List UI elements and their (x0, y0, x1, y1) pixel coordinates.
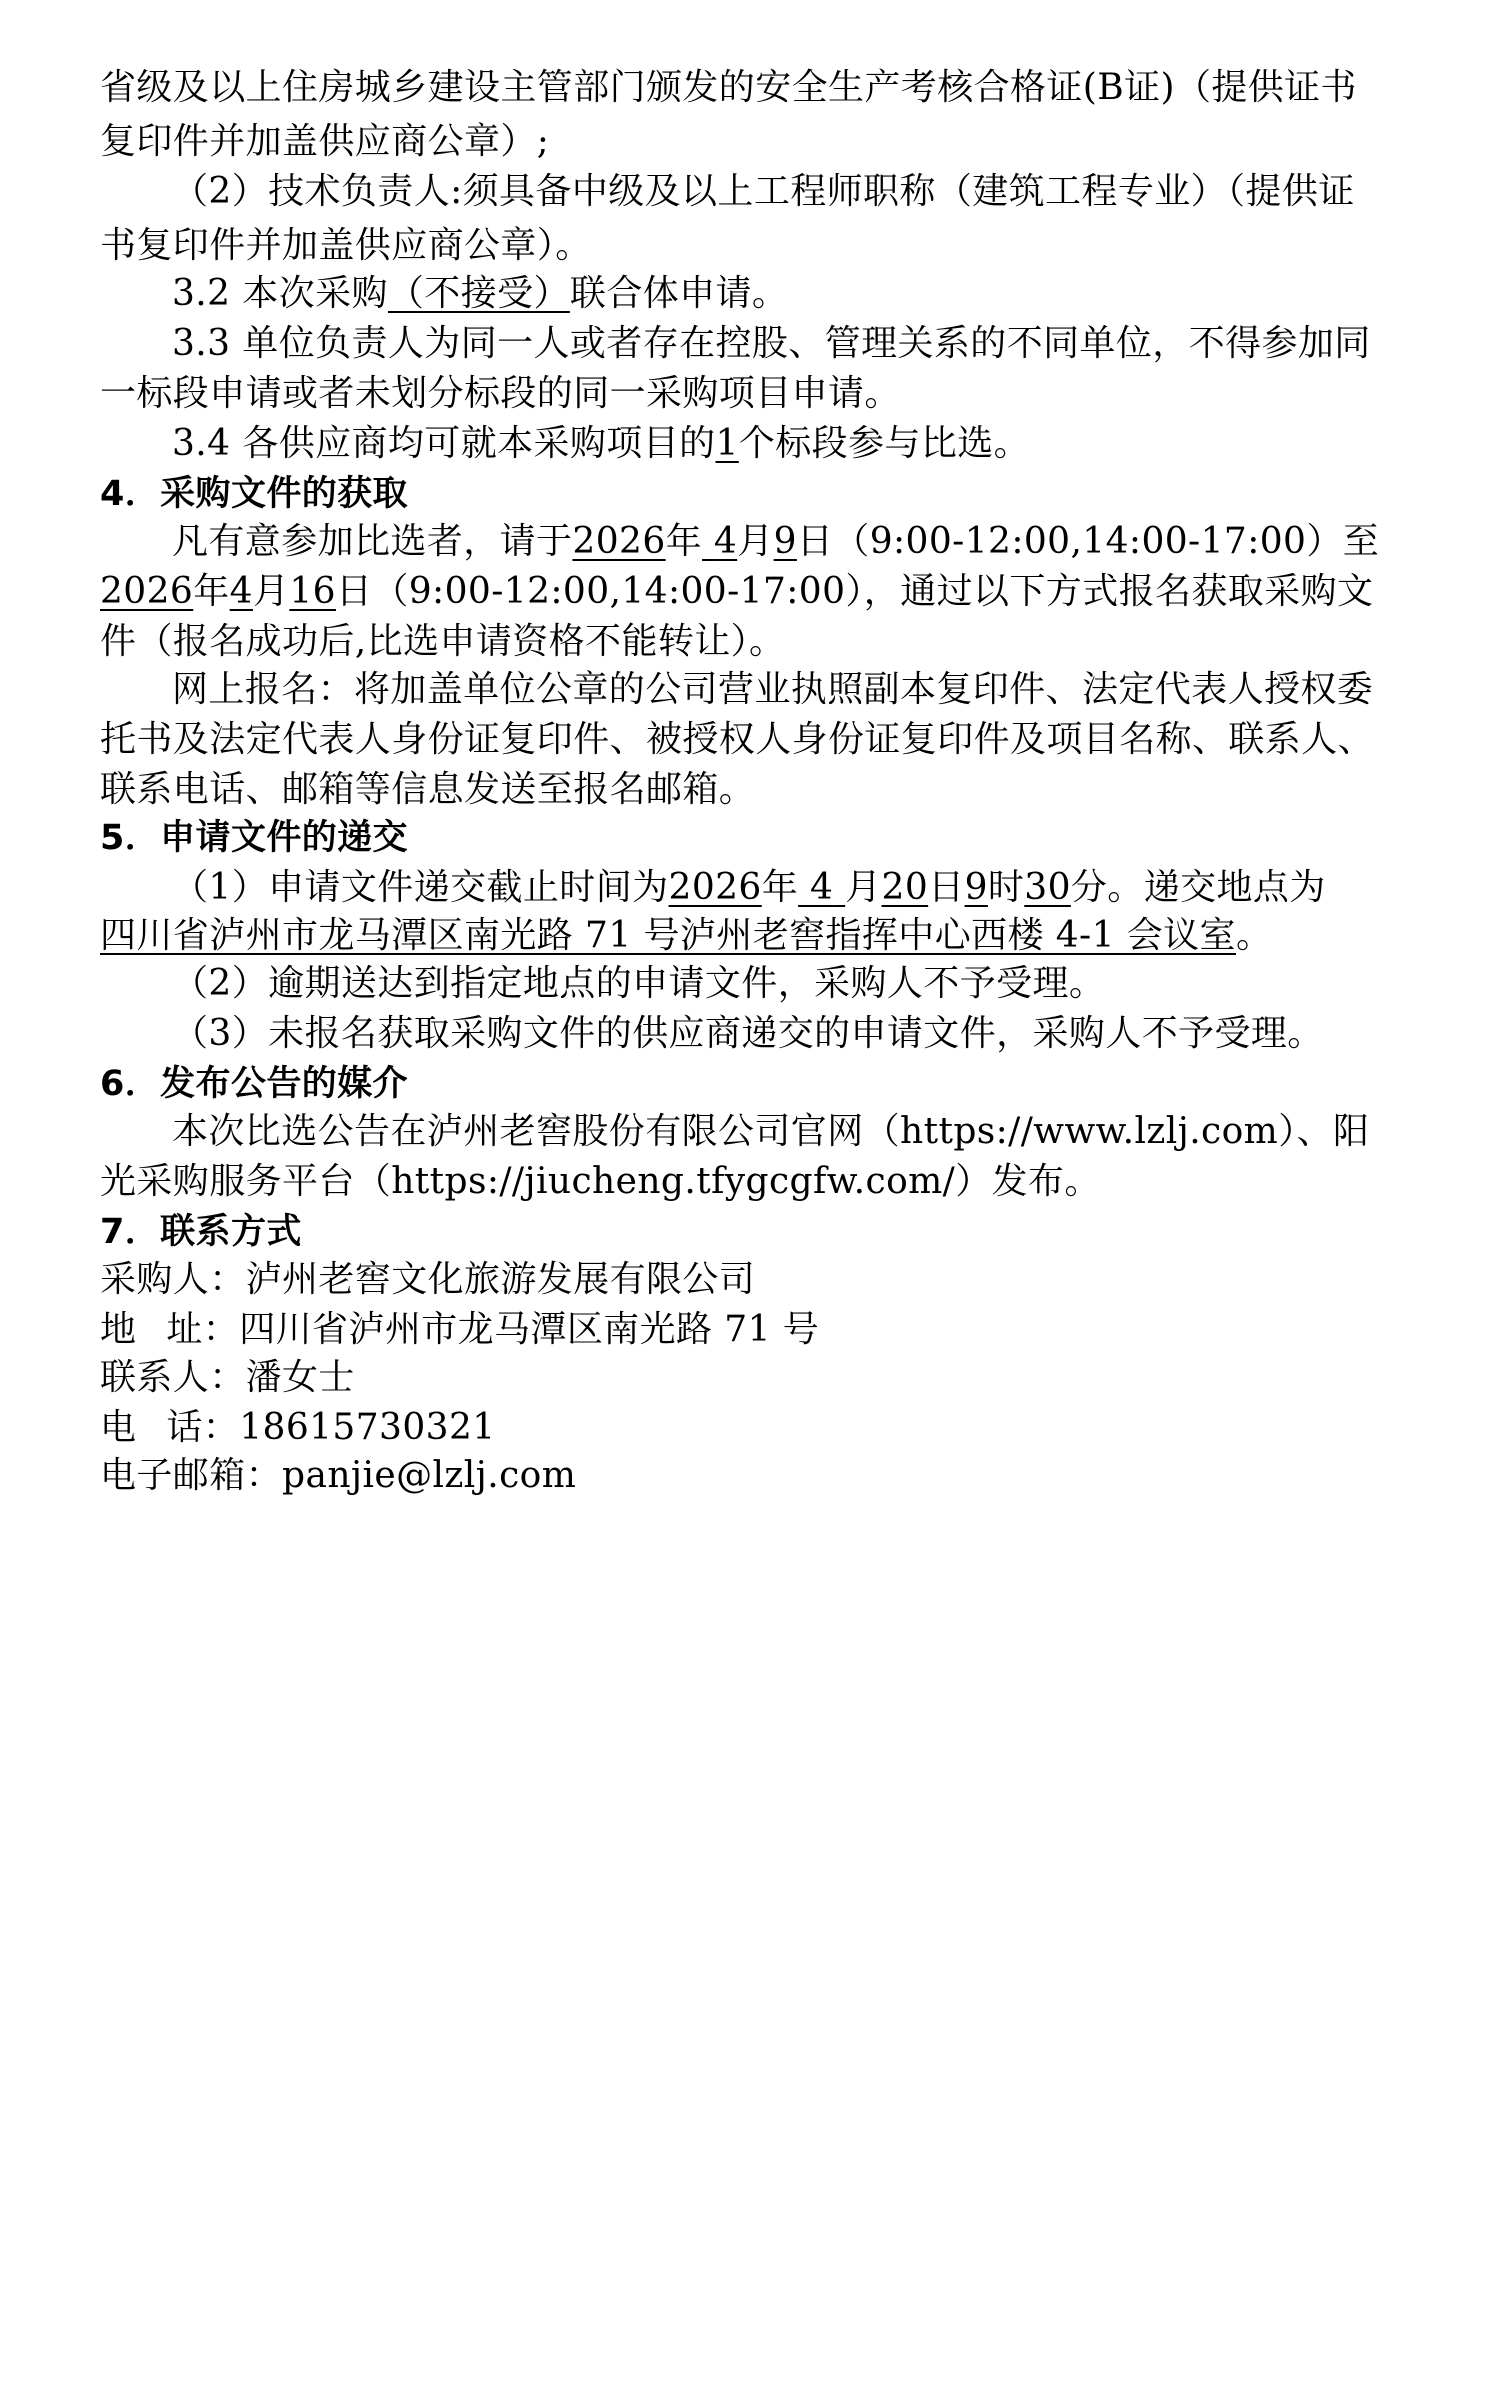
paragraph-line (172, 168, 1355, 216)
contact-label: 话： (166, 1407, 240, 1448)
contact-label: 采购人： (100, 1259, 246, 1300)
underlined-value (798, 867, 845, 908)
text: （2）逾期送达到指定地点的申请文件，采购人不予受理。 (172, 963, 1106, 1004)
paragraph-line (172, 270, 788, 318)
contact-value: 18615730321 (239, 1407, 496, 1448)
text: 托书及法定代表人身份证复印件、被授权人身份证复印件及项目名称、联系人、 (100, 719, 1375, 760)
text: （1）申请文件递交截止时间为 (172, 867, 669, 908)
contact-person (100, 1354, 355, 1402)
paragraph-line (172, 320, 1371, 368)
text: 月 (252, 571, 290, 612)
paragraph-line (172, 1108, 1369, 1156)
paragraph-line (100, 766, 755, 814)
text: 省级及以上住房城乡建设主管部门颁发的安全生产考核合格证(B证)（提供证书 (100, 67, 1357, 108)
underlined-value: 四川省泸州市龙马潭区南光路 71 号泸州老窖指挥中心西楼 4-1 会议室 (100, 915, 1236, 956)
contact-value: 四川省泸州市龙马潭区南光路 71 号 (239, 1309, 820, 1350)
underlined-value: （不接受） (387, 273, 570, 314)
text: 本次比选公告在泸州老窖股份有限公司官网（https://www.lzlj.com）、阳 (172, 1111, 1370, 1152)
text: 件（报名成功后,比选申请资格不能转让）。 (100, 621, 786, 662)
paragraph-line (100, 912, 1272, 960)
underlined-value: 2026 (572, 521, 666, 562)
text: 日（9:00-12:00,14:00-17:00），通过以下方式报名获取采购文 (335, 571, 1374, 612)
paragraph-line (172, 518, 1379, 566)
paragraph-line (172, 864, 1326, 912)
underlined-value: 4 (229, 571, 253, 612)
text: 网上报名：将加盖单位公章的公司营业执照副本复印件、法定代表人授权委 (172, 669, 1374, 710)
paragraph-line (100, 568, 1373, 616)
text: 一标段申请或者未划分标段的同一采购项目申请。 (100, 373, 901, 414)
heading-text: 7．联系方式 (100, 1212, 302, 1252)
underlined-value: 1 (715, 423, 739, 464)
contact-buyer (100, 1256, 755, 1304)
text: 日 (928, 867, 965, 908)
underlined-value (702, 521, 737, 562)
text: 日（9:00-12:00,14:00-17:00）至 (796, 521, 1380, 562)
text: 书复印件并加盖供应商公章）。 (100, 225, 592, 266)
text: 3.4 各供应商均可就本采购项目的 (172, 423, 716, 464)
contact-label: 地 (100, 1309, 137, 1350)
contact-email (100, 1452, 576, 1500)
heading-text: 5．申请文件的递交 (100, 818, 408, 858)
text: 月 (737, 521, 774, 562)
text: （2）技术负责人:须具备中级及以上工程师职称（建筑工程专业）（提供证 (172, 171, 1355, 212)
paragraph-line (100, 64, 1357, 112)
section-heading (100, 814, 408, 862)
section-heading (100, 1060, 408, 1108)
paragraph-line (172, 666, 1373, 714)
contact-address (100, 1306, 819, 1354)
underlined-value: 20 (881, 867, 929, 908)
text: 光采购服务平台（https://jiucheng.tfygcgfw.com/）发布。 (100, 1161, 1101, 1202)
text: 。 (1235, 915, 1273, 956)
contact-value: panjie@lzlj.com (282, 1455, 577, 1496)
paragraph-line (100, 716, 1374, 764)
text: 4 (713, 521, 738, 562)
text: 时 (987, 867, 1025, 908)
text: 联系电话、邮箱等信息发送至报名邮箱。 (100, 769, 756, 810)
text: 复印件并加盖供应商公章）; (100, 121, 550, 162)
section-heading (100, 470, 408, 518)
text: 凡有意参加比选者，请于 (172, 521, 573, 562)
text: 年 (665, 521, 703, 562)
paragraph-line (100, 618, 785, 666)
text: 分。递交地点为 (1070, 867, 1326, 908)
underlined-value: 16 (289, 571, 336, 612)
underlined-value: 2026 (668, 867, 762, 908)
paragraph-line (100, 222, 592, 270)
underlined-value: 30 (1024, 867, 1071, 908)
contact-label: 址： (166, 1309, 240, 1350)
text: 联合体申请。 (569, 273, 789, 314)
paragraph-line (172, 960, 1105, 1008)
paragraph-line (172, 1010, 1324, 1058)
paragraph-line (100, 370, 901, 418)
underlined-value: 9 (964, 867, 988, 908)
heading-text: 6．发布公告的媒介 (100, 1064, 408, 1104)
section-heading (100, 1208, 302, 1256)
contact-label: 电子邮箱： (100, 1455, 283, 1496)
contact-label: 电 (100, 1407, 137, 1448)
text: 4 (809, 867, 834, 908)
contact-value: 泸州老窖文化旅游发展有限公司 (245, 1259, 756, 1300)
text: 年 (761, 867, 799, 908)
text: 月 (845, 867, 882, 908)
text: 3.2 本次采购 (172, 273, 388, 314)
underlined-value: 9 (773, 521, 797, 562)
contact-phone (100, 1404, 496, 1452)
heading-text: 4．采购文件的获取 (100, 474, 408, 514)
text: 3.3 单位负责人为同一人或者存在控股、管理关系的不同单位，不得参加同 (172, 323, 1371, 364)
underlined-value: 2026 (100, 571, 194, 612)
text: （3）未报名获取采购文件的供应商递交的申请文件，采购人不予受理。 (172, 1013, 1324, 1054)
text: 年 (193, 571, 230, 612)
contact-label: 联系人： (100, 1357, 246, 1398)
paragraph-line (172, 420, 1030, 468)
contact-value: 潘女士 (245, 1357, 355, 1398)
paragraph-line (100, 118, 549, 166)
text: 个标段参与比选。 (738, 423, 1031, 464)
paragraph-line (100, 1158, 1101, 1206)
